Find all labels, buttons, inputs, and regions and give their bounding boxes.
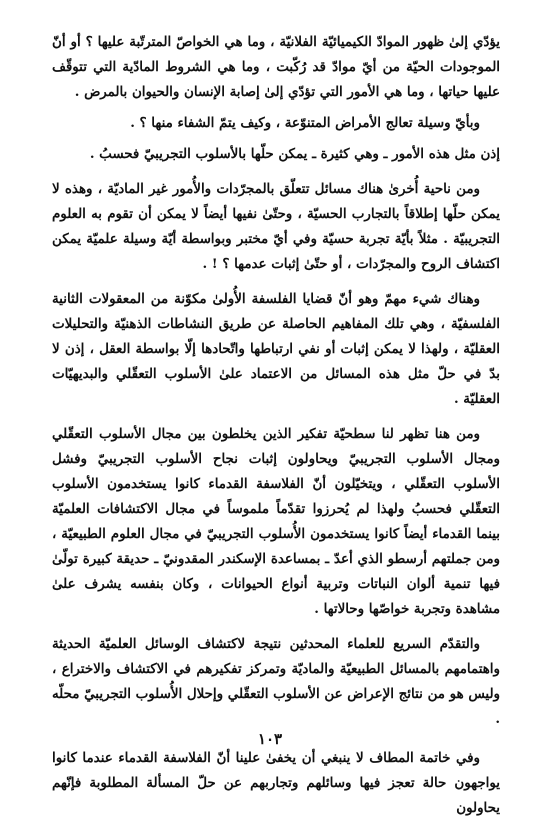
page-body — [52, 30, 500, 821]
page-number: ١٠٣ — [257, 730, 283, 748]
paragraph-4: ومن ناحية أُخرىٰ هناك مسائل تتعلّق بالمجرّدات والأُمور غير الماديّة ، وهذه لا يمكن حلّها إطلاقاً بالتجارب الحسيّة ، وحتّىٰ نفيها أيضاً لا يمكن أن تقوم به العلوم التجريبيّة . مثلاً بأيّة تجربة حسيّة وفي أيّ مختبر وبواسطة أيّة وسيلة علميّة يمكن اكتشاف الروح والمجرّدات ، أو حتّىٰ إثبات عدمها ؟ ! . — [52, 181, 500, 272]
paragraph-2: وبأيّ وسيلة تعالج الأمراض المتنوّعة ، وكيف يتمّ الشفاء منها ؟ . — [130, 115, 480, 131]
paragraph-6: ومن هنا تظهر لنا سطحيّة تفكير الذين يخلطون بين مجال الأسلوب التعقّلي ومجال الأسلوب التجريبيّ ويحاولون إثبات نجاح الأسلوب التجريبيّ وفشل الأسلوب التعقّلي ، ويتخيّلون أنّ الفلاسفة القدماء كانوا يستخدمون الأسلوب التعقّلي فحسبُ ولهذا لم يُحرزوا تقدّماً ملموساً في مجال الاكتشافات العلميّة بينما القدماء أيضاً كانوا يستخدمون الأُسلوب التجريبيّ في مجال العلوم الطبيعيّة ، ومن جملتهم أرسطو الذي أعدّ ـ بمساعدة الإسكندر المقدونيّ ـ حديقة كبيرة تولّىٰ فيها تنمية ألوان النباتات وتربية أنواع الحيوانات ، وكان بنفسه يشرف علىٰ مشاهدة وتجربة خواصّها وحالاتها . — [52, 426, 500, 617]
paragraph-3: إذن مثل هذه الأمور ـ وهي كثيرة ـ يمكن حلّها بالأسلوب التجريبيّ فحسبُ . — [89, 146, 500, 162]
paragraph-8: وفي خاتمة المطاف لا ينبغي أن يخفىٰ علينا أنّ الفلاسفة القدماء عندما كانوا يواجهون حالة تعجز فيها وسائلهم وتجاربهم عن حلّ المسألة المطلوبة فإنّهم يحاولون — [52, 750, 500, 816]
paragraph-7: والتقدّم السريع للعلماء المحدثين نتيجة لاكتشاف الوسائل العلميّة الحديثة واهتمامهم بالمسائل الطبيعيّة والماديّة وتمركز تفكيرهم في الاكتشاف والاختراع ، وليس هو من نتائج الإعراض عن الأسلوب التعقّلي وإحلال الأُسلوب التجريبيّ محلّه . — [52, 636, 500, 727]
paragraph-5: وهناك شيء مهمّ وهو أنّ قضايا الفلسفة الأُولىٰ مكوّنة من المعقولات الثانية الفلسفيّة ، وهي تلك المفاهيم الحاصلة عن طريق النشاطات الذهنيّة والتحليلات العقليّة ، ولهذا لا يمكن إثبات أو نفي ارتباطها واتّحادها إلّا بواسطة العقل ، إذن لا بدّ في حلّ مثل هذه المسائل من الاعتماد علىٰ الأسلوب التعقّلي والبديهيّات العقليّة . — [52, 291, 500, 407]
paragraph-1: يؤدّي إلىٰ ظهور الموادّ الكيميائيّة الفلانيّة ، وما هي الخواصّ المترتّبة عليها ؟ أو أنّ الموجودات الحيّة من أيّ موادّ قد رُكّبت ، وما هي الشروط المادّية التي تتوقّف عليها حياتها ، وما هي الأمور التي تؤدّي إلىٰ إصابة الإنسان والحيوان بالمرض . — [52, 34, 500, 100]
